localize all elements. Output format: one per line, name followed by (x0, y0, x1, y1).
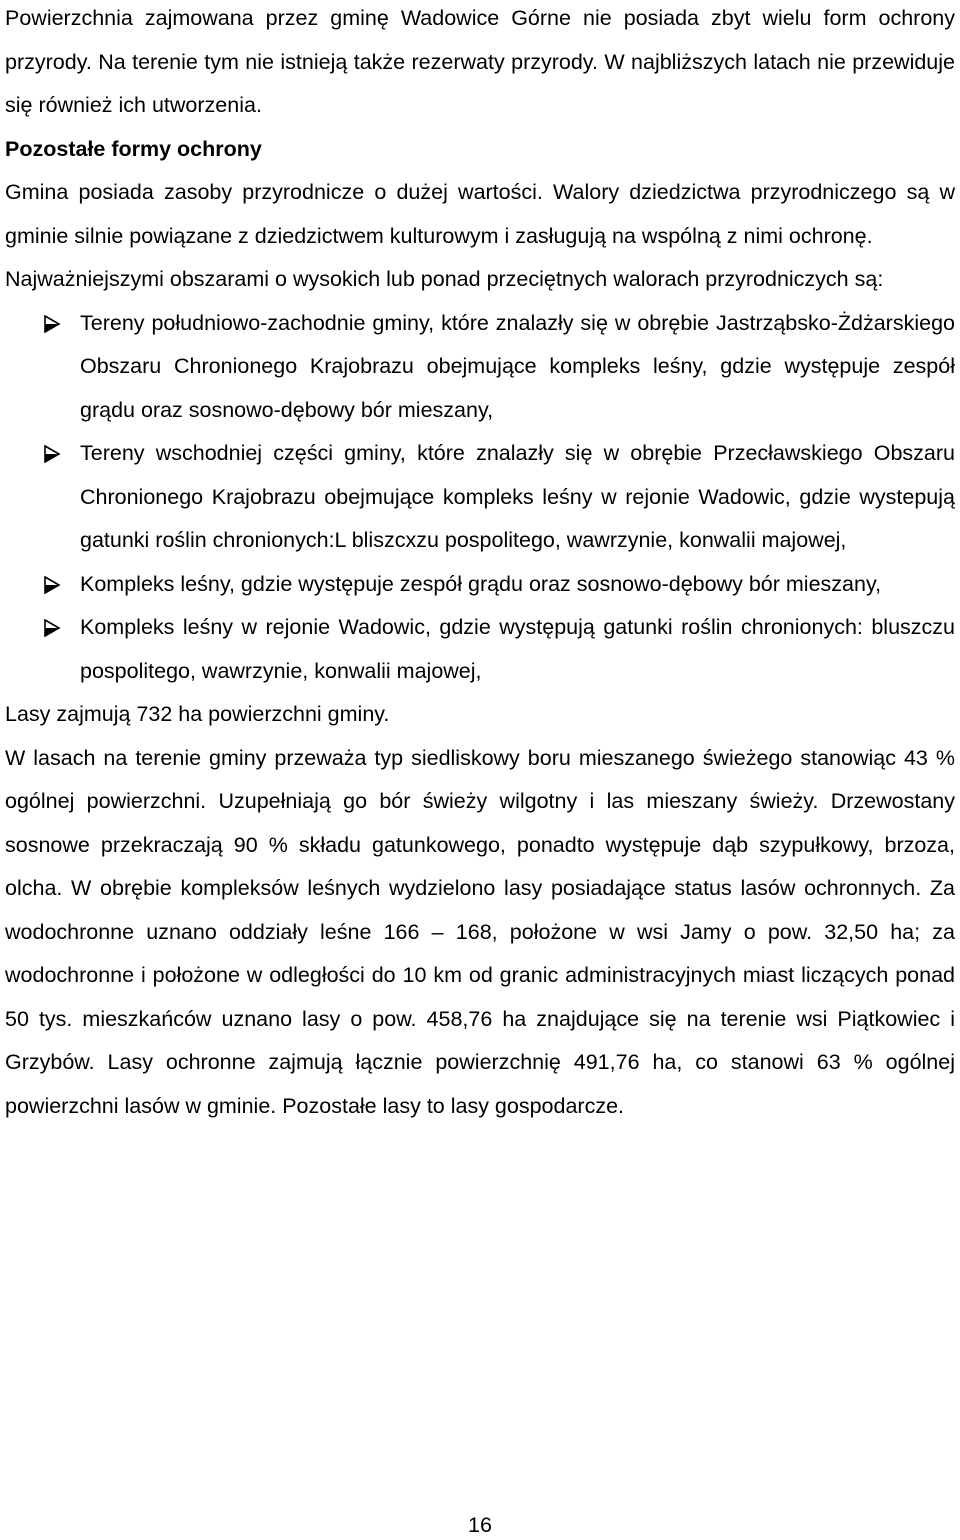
paragraph-natural-heritage: Gmina posiada zasoby przyrodnicze o dużej wartości. Walory dziedzictwa przyrodniczego są w gminie silnie powiązane z dziedzictwem kulturowym i zasługują na wspólną z nimi ochronę. (5, 180, 955, 248)
arrowhead-bullet-icon (43, 576, 61, 594)
document-page (5, 0, 955, 1128)
intro-paragraph: Powierzchnia zajmowana przez gminę Wadowice Górne nie posiada zbyt wielu form ochrony przyrody. Na terenie tym nie istnieją także rezerwaty przyrody. W najbliższych latach nie przewiduje się również ich utworzenia. (5, 6, 955, 117)
valuable-areas-list (5, 302, 955, 694)
arrowhead-bullet-icon (43, 445, 61, 463)
arrowhead-bullet-icon (43, 619, 61, 637)
list-item (5, 563, 955, 607)
forests-paragraph: W lasach na terenie gminy przeważa typ siedliskowy boru mieszanego świeżego stanowiąc 43 % ogólnej powierzchni. Uzupełniają go bór świeży wilgotny i las mieszany świeży. Drzewostany sosnowe przekraczają 90 % składu gatunkowego, ponadto występuje dąb szypułkowy, brzoza, olcha. W obrębie kompleksów leśnych wydzielono lasy posiadające status lasów ochronnych. Za wodochronne uznano oddziały leśne 166 – 168, położone w wsi Jamy o pow. 32,50 ha; za wodochronne i położone w odległości do 10 km od granic administracyjnych miast liczących ponad 50 tys. mieszkańców uznano lasy o pow. 458,76 ha znajdujące się na terenie wsi Piątkowiec i Grzybów. Lasy ochronne zajmują łącznie powierzchnię 491,76 ha, co stanowi 63 % ogólnej powierzchni lasów w gminie. Pozostałe lasy to lasy gospodarcze. (5, 745, 955, 1118)
list-item-text: Tereny wschodniej części gminy, które znalazły się w obrębie Przecławskiego Obszaru Chronionego Krajobrazu obejmujące kompleks leśny w rejonie Wadowic, gdzie wystepują gatunki roślin chronionych:L bliszcxzu pospolitego, wawrzynie, konwalii majowej, (80, 441, 955, 552)
list-item (5, 302, 955, 433)
list-item (5, 606, 955, 693)
list-item-text: Kompleks leśny, gdzie występuje zespół grądu oraz sosnowo-dębowy bór mieszany, (80, 571, 882, 596)
paragraph-valuable-areas: Najważniejszymi obszarami o wysokich lub ponad przeciętnych walorach przyrodniczych są: (5, 267, 884, 291)
arrowhead-bullet-icon (43, 315, 61, 333)
list-item-text: Tereny południowo-zachodnie gminy, które znalazły się w obrębie Jastrząbsko-Żdżarskiego Obszaru Chronionego Krajobrazu obejmujące kompleks leśny, gdzie występuje zespół grądu oraz sosnowo-dębowy bór mieszany, (80, 310, 955, 422)
forest-area-paragraph: Lasy zajmują 732 ha powierzchni gminy. (5, 702, 390, 726)
list-item-text: Kompleks leśny w rejonie Wadowic, gdzie występują gatunki roślin chronionych: bluszczu pospolitego, wawrzynie, konwalii majowej, (80, 615, 955, 683)
list-item (5, 432, 955, 563)
section-heading: Pozostałe formy ochrony (5, 136, 262, 161)
page-number: 16 (468, 1513, 492, 1537)
